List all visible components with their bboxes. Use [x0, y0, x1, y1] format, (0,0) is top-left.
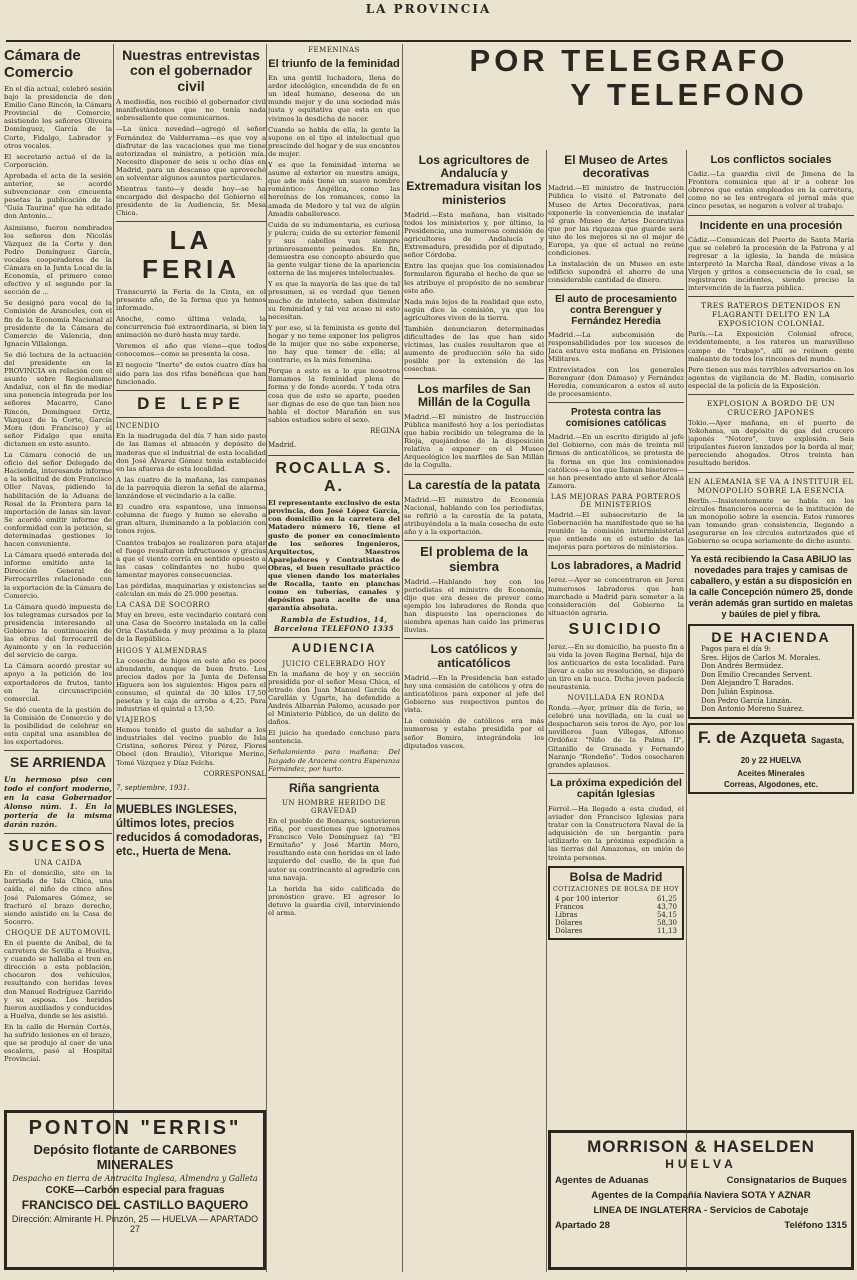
headline-suicidio: SUICIDIO: [568, 620, 664, 638]
divider: [116, 390, 266, 391]
morrison-line: Agentes de la Compañía Naviera SOTA Y AZNAR: [591, 1190, 811, 1201]
hacienda-line: Don Pedro García Linzán.: [701, 696, 793, 705]
article-paragraph: Se dió cuenta de la gestión de la Comisión de Comercio y de la posibilidad de celebrar en esta capital una asamblea de los exportadores.: [4, 705, 112, 747]
divider: [688, 215, 854, 216]
article-paragraph: Jerez.—En su domicilio, ha puesto fin a su vida la joven Regina Bernal, hija de los anticuarios de esta localidad. Para llevar a cabo su resolución, se disparó un tiro en la nuca. Dicha joven padecía neurastenia.: [548, 642, 684, 691]
article-paragraph: Transcurrió la Feria de la Cinta, en el presente año, de la forma que ya hemos informado.: [116, 287, 266, 312]
author-signature: REGINA: [370, 426, 400, 435]
headline-labradores: Los labradores, a Madrid: [550, 560, 682, 573]
article-paragraph: Y por eso, si la feminista es gente del hogar y no teme exponer los peligros de la mujer que no sabe exponerse, no hay que temer de ella; al contrario, es la más femenina.: [268, 323, 400, 365]
headline-museo: El Museo de Artes decorativas: [564, 153, 668, 181]
sucesos-subhead: CHOQUE DE AUTOMOVIL: [5, 928, 111, 937]
article-paragraph: La Cámara quedó impuesta de los telegramas cursados por la presidencia interesando al Gobierno la continuación de las obras del ferrocarril de Ayamonte y en la reducción del servicio de carga.: [4, 602, 112, 660]
divider: [548, 555, 684, 556]
bolsa-table: [553, 895, 679, 935]
rate-value: 54,15: [656, 910, 677, 919]
column-5: [548, 150, 684, 1125]
headline-monopolio: EN ALEMANIA SE VA A INSTITUIR EL MONOPOLIO SOBRE LA ESENCIA: [688, 476, 854, 495]
divider: [404, 638, 544, 639]
divider: [688, 472, 854, 473]
column-4: [404, 150, 544, 1270]
article-paragraph: Anoche, como última velada, la concurrencia fué extraordinaria, si bien la animación no duró hasta muy tarde.: [116, 314, 266, 340]
article-paragraph: Y es que la mayoría de las que de tal presumen, si es verdad que tienen mucho de intelecto, saben disimular su feminidad y tal vez acaso ni esto necesitan.: [268, 280, 400, 321]
article-paragraph: Madrid.—Hablando hoy con los periodistas el ministro de Economía, dijo que era deseo de prever como ejemplo los labradores de Ronda que han dispuesto las operaciones de siembra apenas han caído las primeras lluvias.: [404, 577, 544, 635]
article-paragraph: Madrid.—El ministro de Instrucción Pública manifestó hoy a los periodistas que había recibido un telegrama de la Rioja, quejándose de la disposición relativa a exponer en el Museo Arqueológico los marfiles de San Millán de la Cogulla.: [404, 412, 544, 470]
divider: [688, 296, 854, 297]
hacienda-line: Don Julián Espinosa.: [701, 688, 775, 697]
article-paragraph: El cuadro era espantoso, una inmensa columna de fuego y humo se elevaba a gran altura, iluminando a la población con tonos rojos.: [116, 503, 266, 536]
column-rule: [546, 150, 547, 1272]
ponton-subtitle: Depósito flotante de CARBONES MINERALES: [33, 1142, 237, 1172]
dateline: 7, septiembre, 1931.: [116, 783, 190, 792]
article-paragraph: Madrid.—En un escrito dirigido al jefe del Gobierno, con más de treinta mil firmas de anticatólicos, se protesta de la forma en que los comisionados católicos—a los que llaman bisoteros—se han presentado ante el señor Alcalá Zamora.: [548, 433, 684, 490]
headline-lepe: DE LEPE: [137, 393, 245, 413]
article-paragraph: La instalación de un Museo en este edificio supondrá el ahorro de una considerable cantidad de dinero.: [548, 260, 684, 285]
audiencia-subhead: JUICIO CELEBRADO HOY: [282, 659, 386, 668]
divider: [268, 455, 400, 456]
article-paragraph: Mientras tanto—y desde hoy—se ha encargado del despacho del Gobierno el presidente de la Audiencia, Sr. Mesa Chica.: [116, 185, 266, 218]
article-paragraph: Berlín.—Insistentemente se habla en los círculos financieros acerca de la institución de un monopolio sobre la esencia. Estos rumores van tomando gran consistencia, llegando a asegurarse en los círculos autorizados que el Gobierno se ocupa seriamente de dicho asunto.: [688, 496, 854, 545]
headline-feria: LA FERIA: [142, 225, 240, 285]
article-paragraph: Aprobada el acta de la sesión anterior, se acordó subvencionar con cincuenta pesetas la publicación de la "Guía Taurina" que ha editado don Antonio...: [4, 171, 112, 221]
table-row: [553, 911, 679, 919]
headline-feminidad: El triunfo de la feminidad: [268, 58, 400, 70]
telegrafo-line-2: Y TELEFONO: [570, 77, 808, 112]
column-2: [116, 44, 266, 1104]
rate-value: 11,13: [656, 926, 677, 935]
divider: [116, 798, 266, 799]
morrison-right: Consignatarios de Buques: [726, 1175, 847, 1186]
article-paragraph: Porque a esto es a lo que nosotros llamamos la feminidad plena de forma y de fondo acorde. Y toda otra cosa que de esto se aparte, pueden ser dignas de eso de que tan bien nos habla el doctor Marañón en sus sabios estudios sobre el sexo.: [268, 367, 400, 424]
table-row: [553, 919, 679, 927]
divider: [548, 773, 684, 774]
rate-value: 61,25: [656, 894, 677, 903]
article-paragraph: Nada más lejos de la realidad que esto, según dice la comisión, ya que los agricultores viven de la tierra.: [404, 297, 544, 322]
ad-rocalla-address: Rambla de Estudios, 14, Barcelona TELEFONO 1335: [273, 615, 395, 634]
headline-rateros: TRES RATEROS DETENIDOS EN FLAGRANTI DELITO EN LA EXPOSICION COLONIAL: [701, 301, 841, 329]
article-paragraph: Muy en breve, este vecindario contará con una Casa de Socorro instalada en la calle Oria Castañeda y muy próxima a la plaza de la República.: [116, 611, 266, 644]
headline-explosion: EXPLOSION A BORDO DE UN CRUCERO JAPONES: [706, 398, 836, 417]
table-row: [553, 895, 679, 903]
divider: [688, 394, 854, 395]
article-paragraph: En el domicilio, sito en la barriada de Isla Chica, una caída, el niño de cinco años José Palomares Gómez, se fracturó el brazo derecho, siendo asistido en la Casa de Socorro.: [4, 869, 112, 926]
divider: [268, 637, 400, 638]
morrison-row: [555, 1220, 847, 1231]
morrison-left: Apartado 28: [555, 1220, 610, 1231]
article-paragraph: Cuando se habla de ella, la gente la supone en el tipo el intelectual que prescinde del hogar y de sus encantos de mujer.: [268, 125, 400, 158]
article-paragraph: Las pérdidas, maquinarias y existencias se calculan en más de 25.000 pesetas.: [116, 581, 266, 599]
article-paragraph: La Cámara quedó enterada del informe emitido ante la Dirección General de Ferrocarriles relacionado con la exportación de la Cámara de Comercio.: [4, 551, 112, 600]
table-row: [553, 927, 679, 935]
article-paragraph: En una gentil luchadora, llena de ardor ideológico, encendida de fe en un ideal humano, deseosa de un mundo mejor y de una sociedad más justa y equitativa que esta en que vivimos la desdicha de nacer.: [268, 74, 400, 123]
article-paragraph: El secretario actuó el de la Corporación.: [4, 152, 112, 169]
ponton-line: Despacho en tierra de Antracita Inglesa, Almendra y Galleta: [12, 1174, 258, 1183]
masthead-rule: [6, 40, 851, 42]
ad-arriendo-text: Un hermoso piso con todo el confort moderno, en la casa Gobernador Alonso núm. 1. En la portería de la misma darán razón.: [4, 774, 112, 829]
section-kicker: FEMENINAS: [308, 46, 360, 54]
divider: [688, 549, 854, 550]
hacienda-intro: Pagos para el día 9:: [701, 645, 772, 654]
rate-label: Dólares: [555, 918, 583, 927]
divider: [404, 474, 544, 475]
ad-rocalla-text: El representante exclusivo de esta provincia, don José López García, con domicilio en la carretera del Matadero número 16, tiene el gusto de poner en conocimiento de los señores Ingenieros, Arquitectos, Maestros Aparejadores y Contratistas de Obras, el buen resultado práctico que vienen dando los materiales de Rocalla, tanto en planchas como en tuberías, canales y depósitos para aceite de una garantía absoluta.: [268, 499, 400, 613]
article-paragraph: La comisión de católicos era más numerosa y estaba presidida por el señor Bemira, integrándola los diputados vascos.: [404, 717, 544, 750]
article-paragraph: Veremos el año que viene—que todos conocemos—como se presenta la cosa.: [116, 342, 266, 359]
mejoras-subhead: LAS MEJORAS PARA PORTEROS DE MINISTERIOS: [550, 492, 682, 509]
article-paragraph: También denunciaron determinadas dificultades de las que han sido víctimas, las cuales resultaron que el aumento de producción sólo ha sido posible por la extensión de las cosechas.: [404, 324, 544, 374]
socorro-subhead: LA CASA DE SOCORRO: [116, 601, 211, 610]
hacienda-box: [688, 624, 854, 719]
article-paragraph: —La única novedad—agregó el señor Fernández de Valderrama—es que voy a disfrutar de las vacaciones que me tiene autorizadas el ministro, a petición mía. Necesito disponer de seis u ocho días en Madrid, para un descanso que aproveché en solventar algunos asuntos particulares.: [116, 125, 266, 183]
ponton-line: COKE—Carbón especial para fraguas: [45, 1185, 225, 1196]
rina-subhead: UN HOMBRE HERIDO DE GRAVEDAD: [281, 798, 387, 815]
morrison-city: HUELVA: [665, 1157, 737, 1171]
ponton-address: Dirección: Almirante H. Pinzón, 25 — HUELVA — APARTADO 27: [11, 1214, 259, 1234]
article-paragraph: En la mañana de hoy y en sección presidida por el señor Mesa Chica, el letrado don Juan Manuel García de Carellán y Ugarte, ha defendido a Andrés Albarrán Palomo, acusado por el Ministerio Público, de un delito de daños.: [268, 669, 400, 727]
headline-camara: Cámara de Comercio: [4, 47, 81, 81]
morrison-left: Agentes de Aduanas: [555, 1175, 649, 1186]
article-paragraph: Señalamiento para mañana: Del Juzgado de Aracena contra Esperanza Fernández, por hurto.: [268, 748, 400, 773]
article-paragraph: En el día actual, celebró sesión bajo la presidencia de don Emilio Cano Rincón, la Cámara Provincial de Comercio, asistiendo los señores Oliveira Domínguez, García de la Corte, Fidalgo, Labrador y otros vocales.: [4, 85, 112, 150]
article-paragraph: Cuida de su indumentaria, es curiosa y pulcra; cuida de su exterior femenil y sus cabellos van siempre primorosamente peinados. En fin, demuestra ese concepto absurdo que la gente vulgar tiene de la apariencia externa de las mujeres intelectuales.: [268, 220, 400, 278]
ad-morrison-haselden: [548, 1130, 854, 1270]
hacienda-title: DE HACIENDA: [711, 629, 831, 646]
column-6: [688, 150, 854, 1125]
azqueta-products-2: Correas, Algodones, etc.: [724, 779, 818, 789]
headline-siembra: El problema de la siembra: [420, 544, 528, 574]
bolsa-subtitle: COTIZACIONES DE BOLSA DE HOY: [553, 885, 679, 893]
divider: [548, 402, 684, 403]
headline-protesta: Protesta contra las comisiones católicas: [565, 407, 667, 430]
azqueta-name: F. de Azqueta: [698, 727, 806, 747]
article-paragraph: París.—La Exposición Colonial ofrece, evidentemente, a los rateros un maravilloso campo de "trabajo", allí se reúnen gente maleante de todos los rincones del mundo.: [688, 330, 854, 363]
hacienda-line: Don Antonio Moreno Suárez.: [701, 705, 805, 714]
article-paragraph: Madrid.—El ministro de Economía Nacional, hablando con los periodistas, se refirió a la carestía de la patata, atribuyéndola a la mala cosecha de este año y a la exportación.: [404, 495, 544, 537]
column-3: [268, 44, 400, 1269]
ad-ponton-erris: [4, 1110, 266, 1270]
dateline: Madrid.: [268, 440, 297, 449]
ponton-owner: FRANCISCO DEL CASTILLO BAQUERO: [21, 1198, 249, 1212]
article-paragraph: Pero tienen sus más terribles adversarios en los agentes de vigilancia de M. Badin, comisario especial de la policía de la Exposición.: [688, 365, 854, 390]
article-paragraph: A las cuatro de la mañana, las campanas de la parroquia dieron la señal de alarma, lanzándose el vecindario a la calle.: [116, 475, 266, 501]
divider: [268, 777, 400, 778]
sucesos-subhead: UNA CAIDA: [34, 859, 82, 868]
article-paragraph: Se dió lectura de la actuación del presidente en la PROVINCIA en relación con el asunto sobre Regionalismo Andaluz, con el fin de mediar una ponencia integrada por los señores Macarro, Cano Rincón, Domínguez Ortiz, Vázquez de la Corte, García Mora (don Francisco) y el señor Fidalgo que emita dictamen en este asunto.: [4, 350, 112, 448]
article-paragraph: La Cámara conoció de un oficio del señor Delegado de Hacienda, interesando informe a la solicitud de don Francisco Oller Navas, pidiendo la habilitación de la Aduana de Rosal de la Frontera para la importación de lanas sin lavar. Se acordó emitir informe de conformidad con la petición, si determinadas gestiones lo hacen conveniente.: [4, 451, 112, 549]
divider: [4, 833, 112, 834]
correspondent-signature: CORRESPONSAL: [203, 769, 266, 778]
azqueta-address: Sagasta, 20 y 22 HUELVA: [740, 735, 844, 765]
article-paragraph: Madrid.—En la Presidencia han estado hoy una comisión de católicos y otra de anticatólicos para exponer al jefe del Gobierno sus respectivos puntos de vista.: [404, 673, 544, 715]
telegrafo-line-1: POR TELEGRAFO: [469, 43, 789, 78]
headline-agricultores: Los agricultores de Andalucía y Extremadura visitan los ministerios: [406, 153, 542, 207]
novillada-subhead: NOVILLADA EN RONDA: [567, 694, 665, 703]
headline-catolicos: Los católicos y anticatólicos: [430, 642, 518, 670]
hacienda-line: Don Emilio Crecandes Servent.: [701, 670, 813, 679]
headline-marfiles: Los marfiles de San Millán de la Cogulla: [417, 381, 531, 409]
morrison-row: [555, 1175, 847, 1186]
bolsa-title: Bolsa de Madrid: [569, 869, 663, 884]
article-paragraph: En el pueblo de Bonares, sostuvieron riña, por cuestiones que ignoramos Francisco Velo Domínguez (a) "El Ermitaño" y José Martín Moro, resultando este con heridas en el lado izquierdo del cuello, de la que fué autor su contrincante al agredirle con una navaja.: [268, 816, 400, 882]
ad-azqueta: [688, 723, 854, 794]
divider: [548, 289, 684, 290]
divider: [116, 417, 266, 418]
viajeros-subhead: VIAJEROS: [116, 716, 157, 725]
article-paragraph: Ferrol.—Ha llegado a esta ciudad, el aviador don Francisco Iglesias para tratar con la Constructora Naval de la adquisición de un bergantín para utilizarlo en la próxima expedición a las tierras del Amazonas, en unión de treinta personas.: [548, 804, 684, 862]
article-paragraph: A mediodía, nos recibió el gobernador civil manifestándonos que no tenía nada sobresaliente que comunicarnos.: [116, 98, 266, 123]
article-paragraph: El negocio "Inerte" de estos cuatro días ha sido para las dos rifas benéficas que han funcionado.: [116, 361, 266, 386]
article-paragraph: Cádiz.—Comunican del Puerto de Santa María que se celebró la procesión de la Patrona y al regresar a la iglesia, la banda de música interpretó la Marcha Real, dándose vivas a la Virgen y gritos a consecuencia de lo cual, se registraron incidentes, siendo preciso la intervención de la fuerza pública.: [688, 235, 854, 293]
article-paragraph: Hemos tenido el gusto de saludar a los industriales del vecino pueblo de Isla Cristina, señores Pérez y Pérez, Flores Oboel (don Braulio), Vitorique Merino, Tomé Vázquez y Díaz Felchs.: [116, 726, 266, 767]
headline-procesion: Incidente en una procesión: [699, 219, 843, 232]
headline-procesamiento: El auto de procesamiento contra Berenguer y Fernández Heredia: [555, 293, 677, 327]
article-paragraph: Madrid.—El ministro de Instrucción Pública lo visitó el Patronato del Museo de Artes Decorativas, para exponerle la conveniencia de instalar el gran Museo de Artes Decorativas que por las riquezas que guarde será uno de los mejores si no el mejor de Europa, ya que el actual no reúne condiciones.: [548, 184, 684, 258]
article-paragraph: Y es que la feminidad interna se asume al exterior en nuestra amiga, que ade más tiene un suave nombre romántico: Angélica, como las heroínas de los romances, como la amada de Medoro y tal vez de algún Amadís caballeresco.: [268, 161, 400, 218]
rate-value: 58,30: [656, 918, 677, 927]
ad-muebles: MUEBLES INGLESES, últimos lotes, precios reducidos á comodadoras, etc., Huerta de Mena.: [116, 803, 263, 858]
article-paragraph: Cádiz.—La guardia civil de Jimena de la Frontera comunica que al ir a cobrar los obreros que están empleados en la carretera, como no se les entregara el jornal más que cinco pesetas, se negaron a volver al trabajo.: [688, 170, 854, 211]
column-rule: [113, 44, 114, 1272]
bolsa-box: [548, 866, 684, 940]
headline-entrevistas: Nuestras entrevistas con el gobernador civil: [122, 47, 260, 94]
headline-audiencia: AUDIENCIA: [291, 641, 377, 656]
article-paragraph: Entrevistados con los generales Berenguer (don Dámaso) y Fernández Heredia, comunicaron a estos el auto de procesamiento.: [548, 365, 684, 399]
column-rule: [402, 44, 403, 1272]
headline-conflictos: Los conflictos sociales: [710, 154, 832, 166]
sucesos-title: SUCESOS: [8, 837, 108, 855]
ad-arriendo-title: SE ARRIENDA: [10, 754, 106, 771]
morrison-title: MORRISON & HASELDEN: [587, 1137, 815, 1156]
hacienda-line: Don Alejandro T. Barados.: [701, 679, 794, 688]
rate-label: 4 por 100 interior: [555, 894, 619, 903]
divider: [404, 540, 544, 541]
rate-label: Francos: [555, 902, 584, 911]
hacienda-line: Sres. Hijos de Carlos M. Morales.: [701, 653, 821, 662]
article-paragraph: En la calle de Hernán Cortés, ha sufrido lesiones en el brazo, que se produjo al caer de una escalera, pasó al Hospital Provincial.: [4, 1022, 112, 1064]
running-head: [0, 0, 857, 38]
article-paragraph: En el puente de Aníbal, de la carretera de Sevilla a Huelva, y cuando se hallaba el tren en dirección a esta población, chocaron dos vehículos, resultando con heridas leves don Manuel Rodríguez Garrido y su esposa. Los heridos fueron auxiliados y conducidos a Huelva, donde se les asistió.: [4, 938, 112, 1020]
article-paragraph: La herida ha sido calificada de pronóstico grave. El agresor lo detuvo la guardia civil, interviniendo el arma.: [268, 884, 400, 917]
lepe-subhead: INCENDIO: [116, 422, 160, 431]
rate-label: Libras: [555, 910, 578, 919]
article-paragraph: La cosecha de higos en este año es poco abundante, aunque de buen fruto. Los precios dados por la Junta de Defensa Higuera son los siguientes: Higos para el consumo, el quintal de 30 kilos 17,50 pesetas y la caja de arroba a 4,25. Para industrias el quintal a 13,50.: [116, 656, 266, 714]
divider: [4, 750, 112, 751]
morrison-right: Teléfono 1315: [784, 1220, 847, 1231]
column-1: [4, 44, 112, 1104]
higos-subhead: HIGOS Y ALMENDRAS: [116, 646, 208, 655]
headline-iglesias: La próxima expedición del capitán Iglesias: [550, 776, 682, 801]
article-paragraph: Jerez.—Ayer se concentraron en Jerez numerosos labradores que han marchado a Madrid para someter a la consideración del Gobierno la situación agraria.: [548, 576, 684, 617]
telegrafo-headline: [404, 44, 854, 112]
article-paragraph: Madrid.—La subcomisión de responsabilidades por los sucesos de Jaca estuvo esta mañana en Prisiones Militares.: [548, 330, 684, 363]
rate-label: Dólares: [555, 926, 583, 935]
masthead-title: LA PROVINCIA: [365, 2, 492, 16]
article-paragraph: Se designó para vocal de la Comisión de Aranceles, con el fin de la Economía Nacional al presidente de la Cámara de Comercio de Valencia, don Ignacio Villalonga.: [4, 299, 112, 348]
headline-rina: Riña sangrienta: [288, 780, 380, 795]
ad-abilio: Ya está recibiendo la Casa ABILIO las novedades para trajes y camisas de caballero, y están a su disposición en la calle Concepción número 25, donde verán además gran surtido en maletas y baúles de piel y fibra.: [688, 554, 854, 620]
divider: [404, 378, 544, 379]
rate-value: 43,70: [656, 902, 677, 911]
headline-patata: La carestía de la patata: [407, 477, 541, 492]
article-paragraph: Cuantos trabajos se realizaron para atajar el fuego resultaron infructuosos y gracias a que el viento corría en sentido opuesto a las casas colindantes no hubo que lamentar mayores consecuencias.: [116, 538, 266, 579]
ad-rocalla-title: ROCALLA S. A.: [275, 459, 393, 495]
article-paragraph: Madrid.—El subsecretario de la Gobernación ha manifestado que se ha reunido la comisión interministerial que entiende en el estudio de las mejoras para porteros de ministerios.: [548, 510, 684, 552]
hacienda-line: Don Andrés Bermúdez.: [701, 662, 784, 671]
article-paragraph: En la madrugada del día 7 han sido pasto de las llamas el almacén y depósito de maderas que el industrial de esta localidad don José Álvarez Gómez tenía establecido en las afueras de esta localidad.: [116, 432, 266, 473]
divider: [116, 221, 266, 222]
column-rule: [686, 150, 687, 1272]
table-row: [553, 903, 679, 911]
article-paragraph: Madrid.—Esta mañana, han visitado todos los ministerios y, por último, la Presidencia, una numerosa comisión de agricultores de Andalucía y Extremadura, presidida por el diputado, señor Córdoba.: [404, 210, 544, 260]
column-rule: [266, 44, 267, 1272]
morrison-line: LINEA DE INGLATERRA - Servicios de Cabotaje: [593, 1205, 809, 1216]
article-paragraph: Ronda.—Ayer, primer día de feria, se celebró una novillada, en la cual se despacharon seis toros de Ayo, por los novilleros Juan Villegas, Alfonso Ordóñez "Niño de la Palma II", Gitanillo de Granada y Fernando Naranjo "Rondeño". Todos cosecharon grandes aplausos.: [548, 704, 684, 769]
article-paragraph: La Cámara acordó prestar su apoyo a la petición de los exportadores de frutos, tanto en la circunscripción comercial.: [4, 662, 112, 703]
azqueta-products: Aceites Minerales: [737, 768, 805, 778]
ponton-title: PONTON "ERRIS": [28, 1117, 242, 1139]
article-paragraph: El juicio ha quedado concluso para sentencia.: [268, 729, 400, 746]
article-paragraph: Tokio.—Ayer mañana, en el puerto de Yokohama, un depósito de gas del crucero japonés "Notoro", tuvo explosión. Seis tripulantes fueron lanzados por la borda al mar, pereciendo ahogados. Otros treinta han resultado heridos.: [688, 418, 854, 468]
article-paragraph: Asimismo, fueron nombrados los señores don Nicolás Vázquez de la Corte y don Pedro Domínguez García, vocales cooperadores de la Cámara en la Junta Local de la Economía, el primero como efectivo y el segundo por la sección de ...: [4, 223, 112, 297]
article-paragraph: Entre las quejas que los comisionados formularon figuraba el hecho de que se les atribuye el propósito de no sembrar este año.: [404, 262, 544, 295]
